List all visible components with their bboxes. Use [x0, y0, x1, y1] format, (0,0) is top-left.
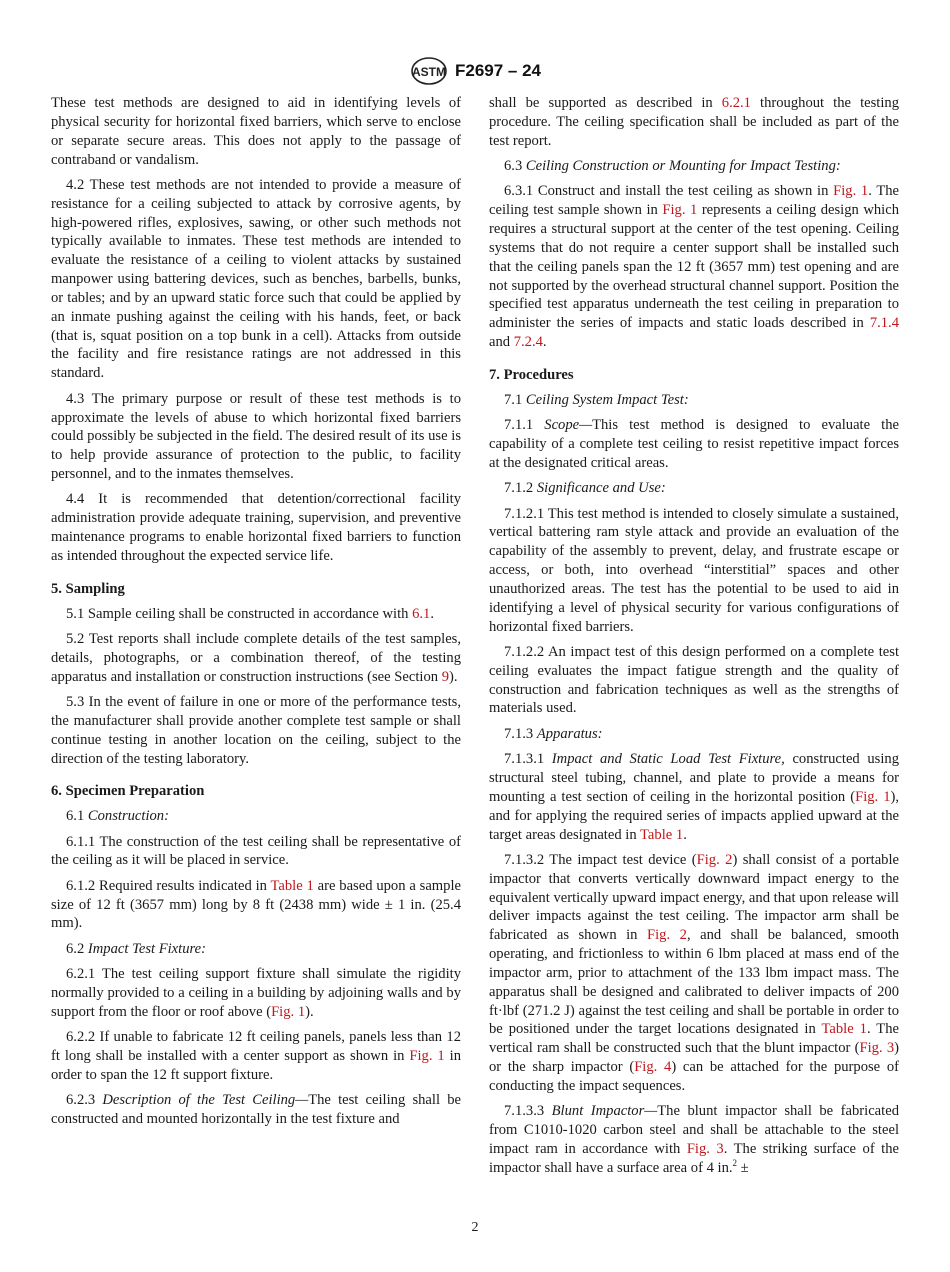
text-run: ) or the sharp impactor ( [489, 1040, 899, 1076]
paragraph [51, 94, 461, 169]
cross-reference-link[interactable]: Fig. 1 [271, 1003, 306, 1020]
paragraph [489, 725, 899, 744]
paragraph [489, 851, 899, 1096]
text-run: 7.1.2.2 An impact test of this design performed on a complete test ceiling evaluates the impact fatigue strength and the quality of construction and fabrication techniques as well as the strengths of materials used. [489, 643, 899, 717]
text-run: 4.2 These test methods are not intended to provide a measure of resistance for a ceiling subjected to attack by corrosive agents, by high-powered rifles, explosives, sawing, or other such methods not typically available to inmates. These test methods are intended to evaluate the resistance of a ceiling to violent attacks by sustained manpower using battering devices, such as benches, barbells, bunks, or tables; and by an upward static force such that could be applied by an inmate pushing against the ceiling with his hands, feet, or back (that is, squat position on a top bunk in a cell). Attacks from outside the facility and fire resistance ratings are not addressed in this standard. [51, 176, 461, 382]
svg-text:ASTM: ASTM [411, 65, 446, 79]
paragraph [51, 1028, 461, 1085]
text-run: 7.1.3.3 [504, 1103, 552, 1120]
cross-reference-link[interactable]: Fig. 2 [647, 927, 687, 944]
text-run: ). [305, 1003, 314, 1020]
text-run: represents a ceiling design which requires a structural support at the center of the test opening. Ceiling systems that do not require a center support shall be installed such that the ceiling panels span the 12 ft (3657 mm) test opening and are not supported by the overhead structural channel support. Position the specified test apparatus underneath the test ceiling in preparation to administer the series of impacts and static loads described in [489, 202, 899, 332]
text-run: 7.1.3 [504, 725, 537, 742]
italic-subheading: Impact and Static Load Test Fixture, [551, 751, 785, 768]
astm-logo-icon [409, 56, 449, 86]
paragraph [51, 630, 461, 687]
paragraph [51, 940, 461, 959]
text-run: 6.3 [504, 158, 526, 175]
text-run: 5. Sampling [51, 580, 125, 597]
text-run: 7.1.1 [504, 417, 545, 434]
italic-subheading: Impact Test Fixture: [87, 940, 206, 957]
page-number: 2 [471, 1220, 479, 1235]
italic-subheading: Blunt Impactor— [551, 1103, 658, 1120]
text-run: 6.2.2 If unable to fabricate 12 ft ceiling panels, panels less than 12 ft long shall be installed with a center support as shown in [51, 1029, 461, 1064]
paragraph [51, 605, 461, 624]
text-run: 7.1.3.1 [504, 751, 552, 768]
left-column [51, 94, 461, 1135]
text-run: 7.1 [504, 391, 526, 408]
text-run: 7. Procedures [489, 366, 574, 383]
text-run: . [683, 826, 687, 843]
italic-subheading: Apparatus: [536, 725, 603, 742]
section-heading [489, 366, 899, 385]
text-run: 5.2 Test reports shall include complete details of the test samples, details, photographs, or a combination thereof, of the testing apparatus and installation or construction instructions (see Section [51, 630, 461, 685]
paragraph [51, 807, 461, 826]
paragraph [489, 643, 899, 718]
text-run: 6. Specimen Preparation [51, 783, 205, 800]
italic-subheading: Ceiling Construction or Mounting for Impact Testing: [525, 158, 841, 175]
paragraph [489, 750, 899, 844]
paragraph [51, 877, 461, 934]
text-run: 6.1.2 Required results indicated in [66, 877, 271, 894]
text-run: 4.3 The primary purpose or result of these test methods is to approximate the levels of abuse to which horizontal fixed barriers could possibly be subjected in the field. The desired result of its use is to help provide assurance of protection to the public, to facility personnel, and to the inmates themselves. [51, 390, 461, 483]
text-run: . [430, 605, 434, 622]
italic-subheading: Significance and Use: [536, 480, 666, 497]
paragraph [489, 505, 899, 637]
text-run: in order to span the 12 ft support fixture. [51, 1047, 462, 1083]
paragraph [489, 479, 899, 498]
text-run: This test method is designed to evaluate the capability of a complete test ceiling to resist repetitive impact forces at the designated critical areas. [489, 417, 899, 471]
paragraph [489, 416, 899, 473]
text-run: . The ceiling test sample shown in [489, 183, 900, 219]
cross-reference-link[interactable]: Table 1 [640, 826, 684, 843]
cross-reference-link[interactable]: Fig. 1 [662, 202, 698, 219]
cross-reference-link[interactable]: Fig. 4 [634, 1059, 672, 1076]
italic-subheading: Scope— [544, 417, 593, 434]
text-run: constructed using structural steel tubing, channel, and plate to provide a means for mounting a test section of ceiling in the horizontal position ( [489, 751, 900, 805]
text-run: 6.2.3 [66, 1092, 103, 1109]
paragraph [51, 965, 461, 1022]
text-run: and [489, 334, 514, 351]
cross-reference-link[interactable]: Table 1 [821, 1021, 867, 1038]
text-run: . [542, 334, 547, 351]
cross-reference-link[interactable]: 7.2.4 [513, 334, 543, 351]
italic-subheading: Description of the Test Ceiling— [102, 1092, 309, 1109]
cross-reference-link[interactable]: 6.1 [412, 605, 431, 622]
text-run: 6.1 [66, 808, 88, 825]
text-run: 7.1.2.1 This test method is intended to closely simulate a sustained, vertical battering ram style attack and provide an evaluation of the capability of the assembly to prevent, delay, and frustrate escape or access, or both, into overhead “interstitial” spaces and other unauthorized areas. The test has the potential to be used to aid in identifying a level of physical security for various configurations of horizontal fixed barriers. [489, 505, 899, 635]
italic-subheading: Ceiling System Impact Test: [525, 391, 689, 408]
text-run: throughout the testing procedure. The ceiling specification shall be included as part of the test report. [489, 95, 899, 149]
text-run: 6.1.1 The construction of the test ceiling shall be representative of the ceiling as it will be placed in service. [51, 833, 461, 869]
text-run: These test methods are designed to aid in identifying levels of physical security for horizontal fixed barriers, which serve to enclose or separate secure areas. This does not apply to the passage of contraband or vandalism. [51, 95, 461, 168]
paragraph [489, 1102, 899, 1177]
text-run: The blunt impactor shall be fabricated from C1010-1020 carbon steel and shall be attachable to the steel impact ram in accordance with [489, 1103, 899, 1158]
text-run: 5.3 In the event of failure in one or more of the performance tests, the manufacturer shall provide another complete test sample or shall continue testing in another location on the ceiling, subject to the direction of the testing laboratory. [51, 693, 461, 767]
text-run: shall be supported as described in [489, 95, 722, 111]
page-header [0, 56, 950, 86]
section-heading [51, 580, 461, 599]
paragraph [51, 490, 461, 565]
section-heading [51, 782, 461, 801]
text-run: ) shall consist of a portable impactor that converts vertically downward impact energy to the equivalent vertically upward impact energy, and that upon release will deliver impacts against the test ceiling. The impactor arm shall be fabricated as shown in [489, 851, 900, 944]
right-column [489, 94, 899, 1184]
text-run: 5.1 Sample ceiling shall be constructed in accordance with [66, 605, 413, 622]
text-run: 6.3.1 Construct and install the test ceiling as shown in [504, 183, 834, 200]
superscript: 2 [732, 1158, 738, 1169]
text-run: 7.1.3.2 The impact test device ( [504, 851, 697, 868]
cross-reference-link[interactable]: 9 [441, 668, 449, 685]
cross-reference-link[interactable]: Table 1 [270, 877, 314, 894]
text-run: , and shall be balanced, smooth operating, and frictionless to within 6 lbm placed at mass end of the impactor arm, prior to attachment of the 133 lbm impact mass. The apparatus shall be designed and calibrated to deliver impacts of 200 ft·lbf (271.2 J) against the test ceiling and shall be portable in order to be positioned under the target locations designated in [489, 927, 900, 1038]
text-run: The test ceiling shall be constructed and mounted horizontally in the test fixture and [51, 1092, 461, 1127]
paragraph [489, 182, 899, 352]
text-run: 6.2 [66, 940, 88, 957]
text-run: ), and for applying the required series of impacts applied upward at the target areas designated in [489, 788, 900, 843]
text-run: . The vertical ram shall be constructed such that the blunt impactor ( [489, 1021, 899, 1057]
text-run: ). [449, 668, 458, 685]
paragraph [51, 833, 461, 871]
text-run: 4.4 It is recommended that detention/correctional facility administration provide adequate training, supervision, and preventive maintenance programs to enable horizontal fixed barriers to function as intended throughout the expected service life. [51, 491, 461, 564]
text-run: are based upon a sample size of 12 ft (3657 mm) long by 8 ft (2438 mm) wide ± 1 in. (25.4 mm). [51, 877, 461, 932]
cross-reference-link[interactable]: 6.2.1 [721, 95, 751, 111]
cross-reference-link[interactable]: 7.1.4 [869, 315, 899, 332]
cross-reference-link[interactable]: Fig. 1 [855, 788, 891, 805]
text-run: ± [737, 1159, 749, 1176]
standard-designation: F2697 – 24 [454, 61, 541, 80]
paragraph [51, 693, 461, 768]
cross-reference-link[interactable]: Fig. 3 [686, 1141, 724, 1158]
cross-reference-link[interactable]: Fig. 2 [696, 851, 733, 868]
paragraph [51, 1091, 461, 1129]
paragraph [51, 390, 461, 484]
cross-reference-link[interactable]: Fig. 1 [409, 1047, 445, 1064]
text-run: 6.2.1 The test ceiling support fixture shall simulate the rigidity normally provided to a ceiling in a building by adjoining walls and by support from the floor or roof above ( [51, 966, 461, 1020]
paragraph [51, 176, 461, 383]
italic-subheading: Construction: [87, 808, 169, 825]
paragraph [489, 157, 899, 176]
text-run: 7.1.2 [504, 480, 537, 497]
text-run: . The striking surface of the impactor shall have a surface area of 4 in. [489, 1141, 900, 1176]
text-run: ) can be attached for the purpose of conducting the impact sequences. [489, 1059, 900, 1094]
cross-reference-link[interactable]: Fig. 3 [859, 1040, 895, 1057]
paragraph [489, 391, 899, 410]
cross-reference-link[interactable]: Fig. 1 [833, 183, 869, 200]
paragraph [489, 94, 899, 151]
